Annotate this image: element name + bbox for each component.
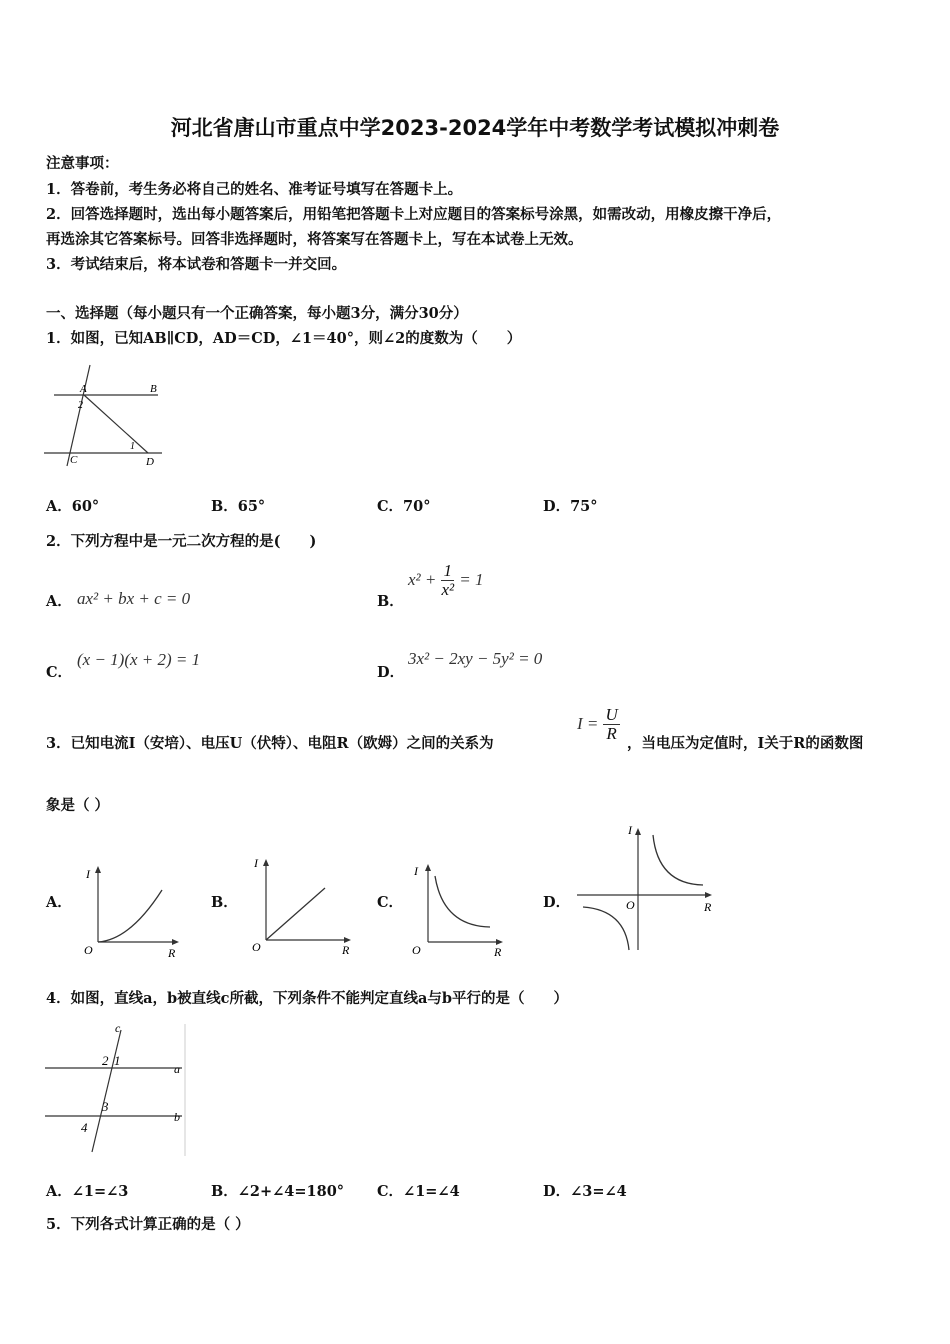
- notice-item: 3．考试结束后，将本试卷和答题卡一并交回。: [46, 256, 347, 273]
- axis-r-label: R: [704, 900, 712, 914]
- q4-option-b: B．∠2+∠4=180°: [211, 1183, 345, 1200]
- q2-stem: 2．下列方程中是一元二次方程的是( ): [46, 533, 317, 550]
- label-a: a: [174, 1062, 180, 1076]
- line-ac: [67, 365, 90, 466]
- q3-option-d-label: D．: [543, 894, 571, 911]
- q1-option-d: D．75°: [543, 498, 598, 515]
- curve-inverse: [435, 876, 490, 927]
- angle-1-label: 1: [130, 441, 135, 452]
- q3-formula-fraction: [603, 706, 619, 743]
- q2-equation-a: ax² + bx + c = 0: [77, 589, 191, 608]
- notice-item: 再选涂其它答案标号。回答非选择题时，将答案写在答题卡上，写在本试卷上无效。: [46, 231, 583, 248]
- q2-equation-d: 3x² − 2xy − 5y² = 0: [408, 649, 543, 668]
- axis-i-label: I: [628, 823, 632, 837]
- q2-option-a-label: A．: [46, 593, 72, 610]
- q3-graph-c: [408, 860, 508, 960]
- angle-3-label: 3: [102, 1099, 109, 1114]
- q5-stem: 5．下列各式计算正确的是（ ）: [46, 1216, 250, 1233]
- axis-i-label: I: [86, 867, 90, 881]
- label-c: C: [70, 454, 78, 466]
- notice-item: 1．答卷前，考生务必将自己的姓名、准考证号填写在答题卡上。: [46, 181, 463, 198]
- origin-label: O: [252, 940, 261, 954]
- q3-graph-a: [80, 860, 185, 960]
- axis-r-label: R: [494, 945, 502, 959]
- angle-2-label: 2: [78, 400, 83, 411]
- q3-option-a-label: A．: [46, 894, 72, 911]
- q2-option-d-label: D．: [377, 664, 405, 681]
- q4-figure: [42, 1020, 192, 1160]
- curve-branch-upper: [653, 835, 703, 885]
- q2-eq-b-left: x² +: [408, 570, 437, 589]
- q3-stem-pre: 3．已知电流I（安培）、电压U（伏特）、电阻R（欧姆）之间的关系为: [46, 735, 494, 752]
- label-b: b: [174, 1110, 180, 1124]
- angle-2-label: 2: [102, 1053, 109, 1068]
- q4-option-a: A．∠1=∠3: [46, 1183, 129, 1200]
- q3-stem-line2: 象是（ ）: [46, 797, 110, 814]
- q1-stem: 1．如图，已知AB∥CD，AD＝CD，∠1＝40°，则∠2的度数为（ ）: [46, 330, 522, 347]
- curve-branch-lower: [583, 907, 629, 950]
- q3-graph-b: [248, 853, 358, 958]
- label-d: D: [146, 456, 154, 468]
- line-proportional: [266, 888, 325, 940]
- label-a: A: [80, 383, 87, 395]
- axis-i-label: I: [254, 856, 258, 870]
- q3-option-c-label: C．: [377, 894, 404, 911]
- label-c: c: [115, 1021, 121, 1035]
- q1-option-a: A．60°: [46, 498, 100, 515]
- notice-heading: 注意事项：: [46, 155, 119, 172]
- q3-formula-num: U: [605, 705, 618, 724]
- angle-1-label: 1: [114, 1053, 121, 1068]
- q2-eq-b-den: x²: [441, 580, 455, 599]
- section-heading: 一、选择题（每小题只有一个正确答案，每小题3分，满分30分）: [46, 305, 468, 322]
- q3-formula: [577, 706, 620, 743]
- q1-option-c: C．70°: [377, 498, 431, 515]
- q1-figure: [40, 362, 170, 472]
- q4-stem: 4．如图，直线a，b被直线c所截，下列条件不能判定直线a与b平行的是（ ）: [46, 990, 568, 1007]
- origin-label: O: [84, 943, 93, 957]
- q1-option-b: B．65°: [211, 498, 266, 515]
- axis-r-label: R: [342, 943, 350, 957]
- curve-quadratic: [98, 890, 162, 942]
- q2-equation-c: (x − 1)(x + 2) = 1: [77, 650, 201, 669]
- q3-formula-lhs: I =: [577, 714, 599, 733]
- angle-4-label: 4: [81, 1120, 88, 1135]
- line-ad: [84, 395, 148, 453]
- label-b: B: [150, 383, 157, 395]
- q3-formula-den: R: [606, 724, 617, 743]
- q3-graph-d: [573, 820, 723, 955]
- axis-i-label: I: [414, 864, 418, 878]
- origin-label: O: [412, 943, 421, 957]
- origin-label: O: [626, 898, 635, 912]
- q2-equation-b: [408, 562, 483, 599]
- q2-eq-b-fraction: [441, 562, 454, 599]
- q2-option-b-label: B．: [377, 593, 404, 610]
- q4-option-d: D．∠3=∠4: [543, 1183, 627, 1200]
- q3-option-b-label: B．: [211, 894, 238, 911]
- notice-item: 2．回答选择题时，选出每小题答案后，用铅笔把答题卡上对应题目的答案标号涂黑，如需改动，用橡皮擦干净后，: [46, 206, 782, 223]
- q4-option-c: C．∠1=∠4: [377, 1183, 460, 1200]
- q2-option-c-label: C．: [46, 664, 73, 681]
- axis-r-label: R: [168, 946, 176, 960]
- q3-stem-post: ，当电压为定值时，I关于R的函数图: [627, 735, 864, 752]
- q2-eq-b-num: 1: [441, 562, 454, 581]
- line-c: [92, 1030, 121, 1152]
- page-title: 河北省唐山市重点中学2023-2024学年中考数学考试模拟冲刺卷: [170, 116, 780, 140]
- q2-eq-b-right: = 1: [459, 570, 484, 589]
